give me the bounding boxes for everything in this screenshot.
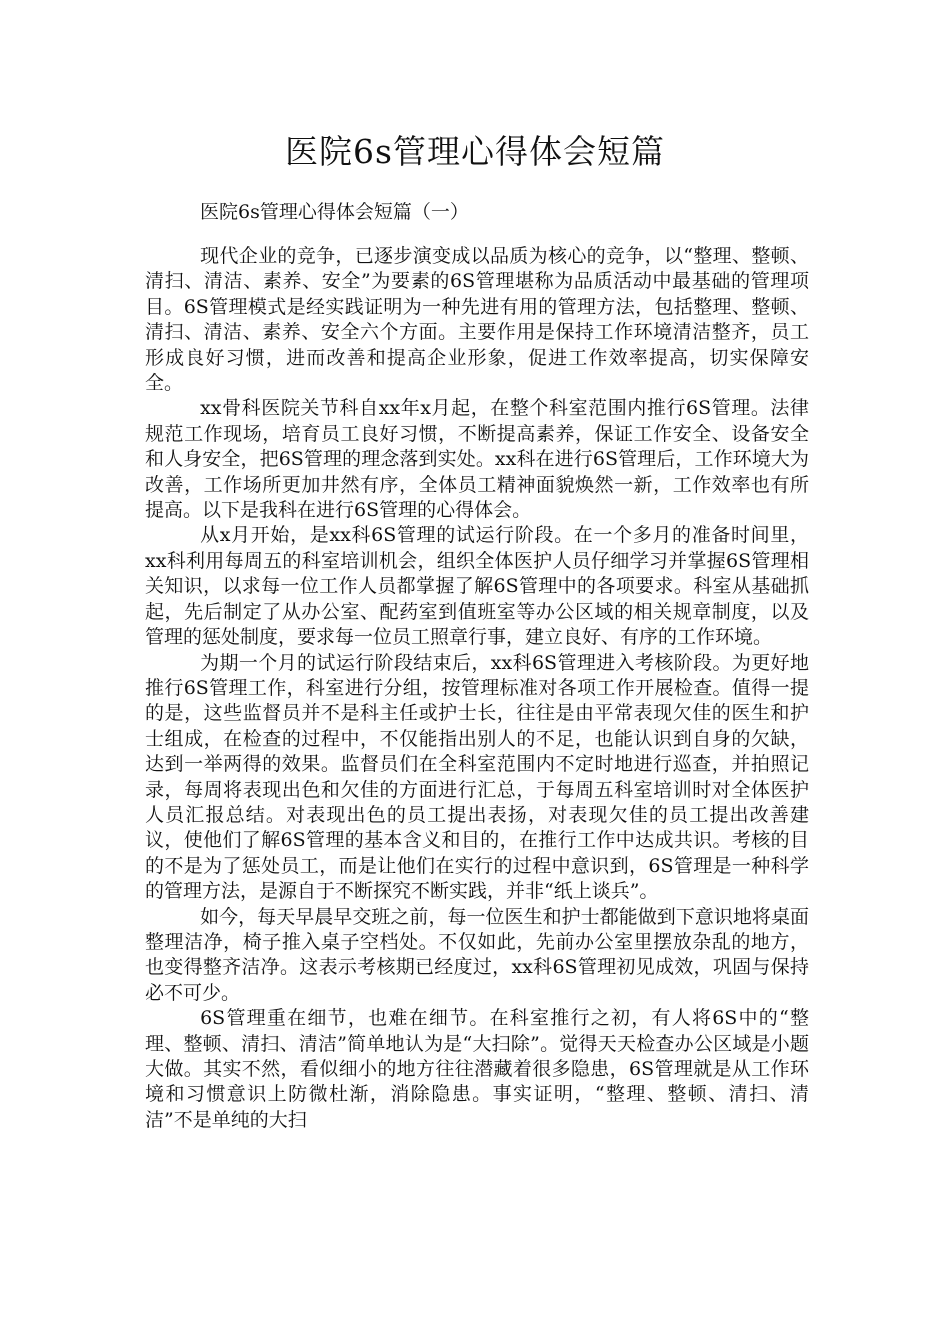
paragraph: 6S管理重在细节，也难在细节。在科室推行之初，有人将6S中的“整理、整顿、清扫、清洁”简单地认为是“大扫除”。觉得天天检查办公区域是小题大做。其实不然，看似细小的地方往往潜藏着很多隐患，6S管理就是从工作环境和习惯意识上防微杜渐，消除隐患。事实证明，“整理、整顿、清扫、清洁”不是单纯的大扫 (145, 1007, 809, 1131)
paragraph: 为期一个月的试运行阶段结束后，xx科6S管理进入考核阶段。为更好地推行6S管理工作，科室进行分组，按管理标准对各项工作开展检查。值得一提的是，这些监督员并不是科主任或护士长，往往是由平常表现欠佳的医生和护士组成，在检查的过程中，不仅能指出别人的不足，也能认识到自身的欠缺，达到一举两得的效果。监督员们在全科室范围内不定时地进行巡查，并拍照记录，每周将表现出色和欠佳的方面进行汇总，于每周五科室培训时对全体医护人员汇报总结。对表现出色的员工提出表扬，对表现欠佳的员工提出改善建议，使他们了解6S管理的基本含义和目的，在推行工作中达成共识。考核的目的不是为了惩处员工，而是让他们在实行的过程中意识到，6S管理是一种科学的管理方法，是源自于不断探究不断实践，并非“纸上谈兵”。 (145, 651, 809, 903)
paragraph: xx骨科医院关节科自xx年x月起，在整个科室范围内推行6S管理。法律规范工作现场，培育员工良好习惯，不断提高素养，保证工作安全、设备安全和人身安全，把6S管理的理念落到实处。xx科在进行6S管理后，工作环境大为改善，工作场所更加井然有序，全体员工精神面貌焕然一新，工作效率也有所提高。以下是我科在进行6S管理的心得体会。 (145, 397, 809, 522)
document-title: 医院6s管理心得体会短篇 (285, 132, 665, 171)
paragraph: 从x月开始，是xx科6S管理的试运行阶段。在一个多月的准备时间里，xx科利用每周五的科室培训机会，组织全体医护人员仔细学习并掌握6S管理相关知识，以求每一位工作人员都掌握了解6S管理中的各项要求。科室从基础抓起，先后制定了从办公室、配药室到值班室等办公区域的相关规章制度，以及管理的惩处制度，要求每一位员工照章行事，建立良好、有序的工作环境。 (145, 524, 809, 649)
paragraph: 如今，每天早晨早交班之前，每一位医生和护士都能做到下意识地将桌面整理洁净，椅子推入桌子空档处。不仅如此，先前办公室里摆放杂乱的地方，也变得整齐洁净。这表示考核期已经度过，xx科6S管理初见成效，巩固与保持必不可少。 (145, 905, 809, 1004)
document-body (145, 244, 809, 1133)
paragraph: 现代企业的竞争，已逐步演变成以品质为核心的竞争，以“整理、整顿、清扫、清洁、素养、安全”为要素的6S管理堪称为品质活动中最基础的管理项目。6S管理模式是经实践证明为一种先进有用的管理方法，包括整理、整顿、清扫、清洁、素养、安全六个方面。主要作用是保持工作环境清洁整齐，员工形成良好习惯，进而改善和提高企业形象，促进工作效率提高，切实保障安全。 (145, 245, 809, 395)
section-heading: 医院6s管理心得体会短篇（一） (200, 201, 469, 223)
